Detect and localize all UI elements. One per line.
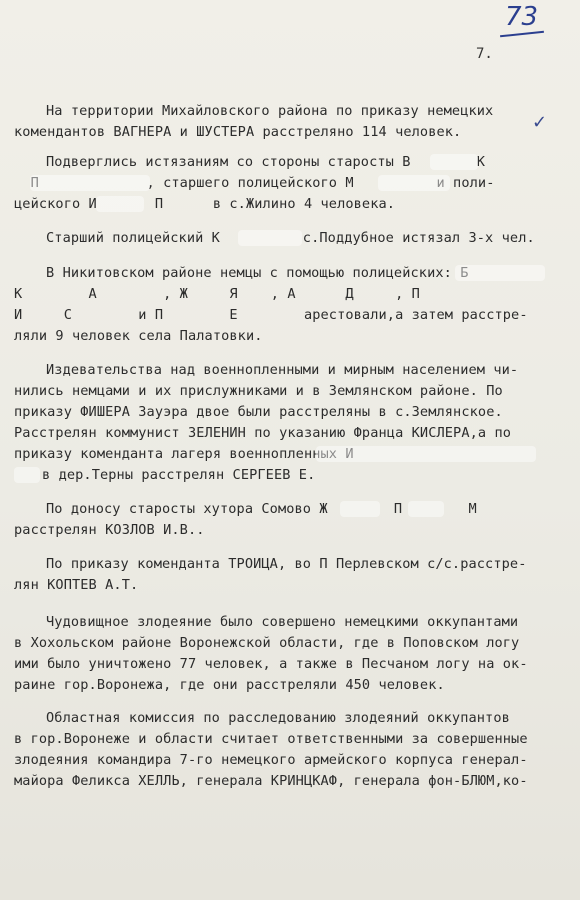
text-line: нились немцами и их прислужниками и в Землянском районе. По [14, 383, 503, 399]
redaction-mark [96, 196, 144, 212]
redaction-mark [316, 446, 536, 462]
text-line: комендантов ВАГНЕРА и ШУСТЕРА расстреляно 114 человек. [14, 124, 462, 140]
text-line: На территории Михайловского района по приказу немецких [46, 103, 494, 119]
redaction-mark [14, 467, 40, 483]
archive-page-number: 73 [505, 2, 539, 32]
text-line: в Хохольском районе Воронежской области, где в Поповском логу [14, 635, 520, 651]
redaction-mark [238, 230, 302, 246]
text-line: приказу коменданта лагеря военнопленных И [14, 446, 354, 462]
redaction-mark [340, 501, 380, 517]
text-line: И С и П Е арестовали,а затем расстре- [14, 307, 528, 323]
text-line: раине гор.Воронежа, где они расстреляли 450 человек. [14, 677, 445, 693]
redaction-mark [30, 175, 150, 191]
redaction-mark [378, 175, 450, 191]
text-line: Областная комиссия по расследованию злодеяний оккупантов [46, 710, 510, 726]
text-line: злодеяния командира 7-го немецкого армейского корпуса генерал- [14, 752, 528, 768]
redaction-mark [455, 265, 545, 281]
check-mark-icon: ✓ [532, 112, 548, 133]
text-line: Старший полицейский К с.Поддубное истязал 3-х чел. [46, 230, 535, 246]
redaction-mark [408, 501, 444, 517]
text-line: Издевательства над военнопленными и мирным населением чи- [46, 362, 519, 378]
text-line: В Никитовском районе немцы с помощью полицейских: Б [46, 265, 469, 281]
text-line: приказу ФИШЕРА Зауэра двое были расстреляны в с.Землянское. [14, 404, 503, 420]
page-number: 7. [476, 46, 493, 62]
text-line: ляли 9 человек села Палатовки. [14, 328, 263, 344]
text-line: По доносу старосты хутора Сомово Ж П М [46, 501, 477, 517]
text-line: ими было уничтожено 77 человек, а также в Песчаном логу на ок- [14, 656, 528, 672]
text-line: майора Феликса ХЕЛЛЬ, генерала КРИНЦКАФ, генерала фон-БЛЮМ,ко- [14, 773, 528, 789]
text-line: П , старшего полицейского М и поли- [14, 175, 495, 191]
text-line: Подверглись истязаниям со стороны старосты В К [46, 154, 486, 170]
text-line: Расстрелян коммунист ЗЕЛЕНИН по указанию Франца КИСЛЕРА,а по [14, 425, 512, 441]
text-line: цейского И П в с.Жилино 4 человека. [14, 196, 396, 212]
text-line: в дер.Терны расстрелян СЕРГЕЕВ Е. [42, 467, 316, 483]
text-line: в гор.Воронеже и области считает ответственными за совершенные [14, 731, 528, 747]
text-line: лян КОПТЕВ А.Т. [14, 577, 139, 593]
text-line: Чудовищное злодеяние было совершено немецкими оккупантами [46, 614, 519, 630]
redaction-mark [430, 154, 478, 170]
text-line: К А , Ж Я , А Д , П [14, 286, 420, 302]
text-line: расстрелян КОЗЛОВ И.В.. [14, 522, 205, 538]
text-line: По приказу коменданта ТРОИЦА, во П Перлевском с/с.расстре- [46, 556, 527, 572]
